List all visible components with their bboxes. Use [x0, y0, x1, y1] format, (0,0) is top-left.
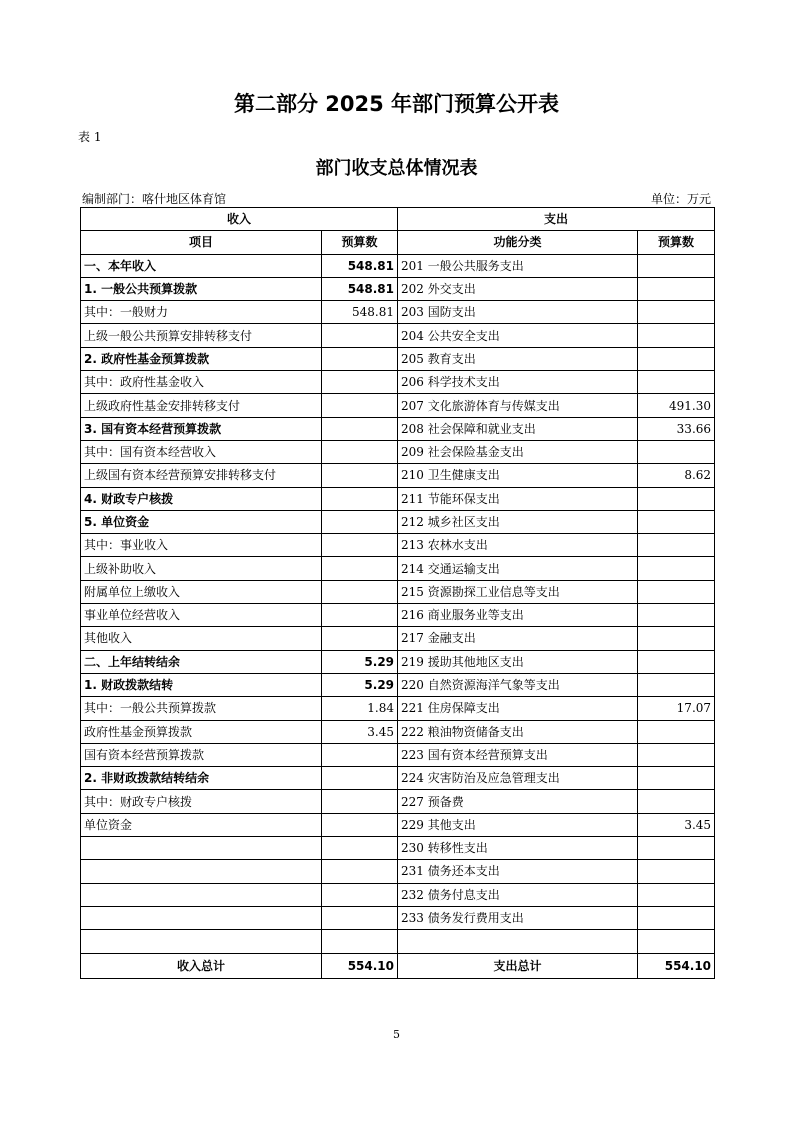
income-value-cell: 548.81 — [322, 254, 398, 277]
income-item-cell: 上级国有资本经营预算安排转移支付 — [81, 464, 322, 487]
income-value-cell — [322, 790, 398, 813]
table-row — [81, 277, 715, 300]
table-row — [81, 510, 715, 533]
expense-value-cell — [638, 371, 715, 394]
expense-item-cell: 227 预备费 — [398, 790, 638, 813]
table-row — [81, 673, 715, 696]
table-row — [81, 604, 715, 627]
income-value-cell — [322, 627, 398, 650]
expense-value-cell — [638, 604, 715, 627]
expense-value-cell — [638, 557, 715, 580]
expense-value-cell — [638, 510, 715, 533]
income-item-cell: 上级一般公共预算安排转移支付 — [81, 324, 322, 347]
expense-item-cell: 231 债务还本支出 — [398, 860, 638, 883]
expense-value-cell — [638, 534, 715, 557]
unit-label: 单位：万元 — [650, 192, 711, 206]
expense-value-cell: 17.07 — [638, 697, 715, 720]
budget-table — [80, 207, 715, 979]
table-row — [81, 813, 715, 836]
table-row — [81, 627, 715, 650]
expense-value-cell — [638, 487, 715, 510]
compiling-department: 编制部门：喀什地区体育馆 — [82, 192, 227, 206]
expense-item-cell: 215 资源勘探工业信息等支出 — [398, 580, 638, 603]
income-value-cell — [322, 743, 398, 766]
income-value-cell — [322, 440, 398, 463]
income-value-cell — [322, 394, 398, 417]
item-column-header: 项目 — [81, 231, 322, 254]
table-row — [81, 790, 715, 813]
expense-value-cell — [638, 254, 715, 277]
expense-item-cell: 210 卫生健康支出 — [398, 464, 638, 487]
expense-value-cell: 33.66 — [638, 417, 715, 440]
income-section-header: 收入 — [81, 208, 398, 231]
expense-item-cell: 221 住房保障支出 — [398, 697, 638, 720]
income-item-cell: 单位资金 — [81, 813, 322, 836]
expense-value-cell — [638, 301, 715, 324]
expense-value-cell — [638, 860, 715, 883]
income-value-cell — [322, 930, 398, 953]
income-item-cell: 其中：政府性基金收入 — [81, 371, 322, 394]
expense-value-cell: 8.62 — [638, 464, 715, 487]
expense-item-cell: 219 援助其他地区支出 — [398, 650, 638, 673]
expense-value-cell — [638, 277, 715, 300]
income-value-cell: 3.45 — [322, 720, 398, 743]
header-row-columns — [81, 231, 715, 254]
expense-value-cell — [638, 790, 715, 813]
expense-item-cell: 208 社会保障和就业支出 — [398, 417, 638, 440]
expense-total-value: 554.10 — [638, 953, 715, 978]
expense-item-cell — [398, 930, 638, 953]
income-item-cell: 5. 单位资金 — [81, 510, 322, 533]
expense-item-cell: 233 债务发行费用支出 — [398, 906, 638, 929]
income-value-cell — [322, 837, 398, 860]
income-item-cell — [81, 860, 322, 883]
table-number: 表 1 — [78, 130, 102, 144]
income-value-cell — [322, 557, 398, 580]
income-item-cell: 1. 一般公共预算拨款 — [81, 277, 322, 300]
expense-value-cell — [638, 837, 715, 860]
expense-item-cell: 217 金融支出 — [398, 627, 638, 650]
expense-value-cell — [638, 324, 715, 347]
income-value-cell — [322, 464, 398, 487]
table-row — [81, 743, 715, 766]
table-row — [81, 860, 715, 883]
table-row — [81, 650, 715, 673]
expense-item-cell: 223 国有资本经营预算支出 — [398, 743, 638, 766]
table-row — [81, 394, 715, 417]
expense-value-cell — [638, 347, 715, 370]
table-row — [81, 580, 715, 603]
expense-budget-column-header: 预算数 — [638, 231, 715, 254]
income-value-cell — [322, 487, 398, 510]
page-number: 5 — [393, 1028, 400, 1041]
income-item-cell: 其中：一般公共预算拨款 — [81, 697, 322, 720]
income-value-cell: 548.81 — [322, 277, 398, 300]
income-value-cell — [322, 324, 398, 347]
table-row — [81, 697, 715, 720]
expense-item-cell: 202 外交支出 — [398, 277, 638, 300]
income-value-cell — [322, 860, 398, 883]
income-item-cell: 其中：财政专户核拨 — [81, 790, 322, 813]
income-value-cell — [322, 534, 398, 557]
income-total-label: 收入总计 — [81, 953, 322, 978]
expense-item-cell: 220 自然资源海洋气象等支出 — [398, 673, 638, 696]
income-value-cell — [322, 371, 398, 394]
income-item-cell: 其他收入 — [81, 627, 322, 650]
expense-item-cell: 207 文化旅游体育与传媒支出 — [398, 394, 638, 417]
income-value-cell — [322, 767, 398, 790]
table-row — [81, 720, 715, 743]
income-value-cell — [322, 906, 398, 929]
expense-value-cell — [638, 440, 715, 463]
table-row — [81, 837, 715, 860]
income-item-cell — [81, 837, 322, 860]
expense-value-cell — [638, 720, 715, 743]
income-value-cell: 548.81 — [322, 301, 398, 324]
income-item-cell: 3. 国有资本经营预算拨款 — [81, 417, 322, 440]
header-row-sections — [81, 208, 715, 231]
page-title: 第二部分 2025 年部门预算公开表 — [233, 92, 560, 116]
income-value-cell — [322, 347, 398, 370]
table-row — [81, 464, 715, 487]
expense-item-cell: 229 其他支出 — [398, 813, 638, 836]
expense-item-cell: 216 商业服务业等支出 — [398, 604, 638, 627]
income-item-cell: 上级政府性基金安排转移支付 — [81, 394, 322, 417]
income-value-cell: 1.84 — [322, 697, 398, 720]
income-item-cell: 2. 政府性基金预算拨款 — [81, 347, 322, 370]
expense-item-cell: 209 社会保险基金支出 — [398, 440, 638, 463]
income-item-cell — [81, 906, 322, 929]
table-row — [81, 324, 715, 347]
expense-item-cell: 230 转移性支出 — [398, 837, 638, 860]
expense-total-label: 支出总计 — [398, 953, 638, 978]
expense-value-cell: 491.30 — [638, 394, 715, 417]
income-item-cell: 上级补助收入 — [81, 557, 322, 580]
expense-item-cell: 222 粮油物资储备支出 — [398, 720, 638, 743]
expense-item-cell: 211 节能环保支出 — [398, 487, 638, 510]
income-item-cell — [81, 883, 322, 906]
income-budget-column-header: 预算数 — [322, 231, 398, 254]
income-item-cell — [81, 930, 322, 953]
table-row — [81, 347, 715, 370]
income-item-cell: 附属单位上缴收入 — [81, 580, 322, 603]
table-row — [81, 371, 715, 394]
expense-item-cell: 213 农林水支出 — [398, 534, 638, 557]
expense-value-cell — [638, 767, 715, 790]
table-body — [81, 254, 715, 953]
income-item-cell: 政府性基金预算拨款 — [81, 720, 322, 743]
income-value-cell — [322, 510, 398, 533]
income-item-cell: 二、上年结转结余 — [81, 650, 322, 673]
income-value-cell — [322, 604, 398, 627]
table-row — [81, 534, 715, 557]
expense-item-cell: 201 一般公共服务支出 — [398, 254, 638, 277]
expense-value-cell — [638, 930, 715, 953]
income-value-cell: 5.29 — [322, 673, 398, 696]
expense-item-cell: 212 城乡社区支出 — [398, 510, 638, 533]
income-value-cell — [322, 580, 398, 603]
income-value-cell: 5.29 — [322, 650, 398, 673]
income-value-cell — [322, 883, 398, 906]
table-row — [81, 254, 715, 277]
income-item-cell: 一、本年收入 — [81, 254, 322, 277]
table-row — [81, 767, 715, 790]
income-item-cell: 其中：事业收入 — [81, 534, 322, 557]
table-row — [81, 557, 715, 580]
income-item-cell: 事业单位经营收入 — [81, 604, 322, 627]
expense-item-cell: 203 国防支出 — [398, 301, 638, 324]
expense-item-cell: 214 交通运输支出 — [398, 557, 638, 580]
income-item-cell: 2. 非财政拨款结转结余 — [81, 767, 322, 790]
expense-value-cell — [638, 906, 715, 929]
table-title: 部门收支总体情况表 — [315, 158, 478, 179]
expense-value-cell — [638, 627, 715, 650]
income-item-cell: 其中：一般财力 — [81, 301, 322, 324]
expense-value-cell — [638, 743, 715, 766]
table-row — [81, 301, 715, 324]
expense-item-cell: 232 债务付息支出 — [398, 883, 638, 906]
income-total-value: 554.10 — [322, 953, 398, 978]
table-row — [81, 930, 715, 953]
table-row — [81, 440, 715, 463]
income-item-cell: 1. 财政拨款结转 — [81, 673, 322, 696]
expense-item-cell: 206 科学技术支出 — [398, 371, 638, 394]
income-value-cell — [322, 417, 398, 440]
income-value-cell — [322, 813, 398, 836]
income-item-cell: 其中：国有资本经营收入 — [81, 440, 322, 463]
income-item-cell: 4. 财政专户核拨 — [81, 487, 322, 510]
expense-value-cell: 3.45 — [638, 813, 715, 836]
expense-item-cell: 224 灾害防治及应急管理支出 — [398, 767, 638, 790]
expense-value-cell — [638, 650, 715, 673]
table-row — [81, 883, 715, 906]
expense-item-cell: 205 教育支出 — [398, 347, 638, 370]
table-row — [81, 417, 715, 440]
expense-value-cell — [638, 883, 715, 906]
expense-value-cell — [638, 673, 715, 696]
function-class-column-header: 功能分类 — [398, 231, 638, 254]
total-row — [81, 953, 715, 978]
table-row — [81, 487, 715, 510]
income-item-cell: 国有资本经营预算拨款 — [81, 743, 322, 766]
table-row — [81, 906, 715, 929]
expense-item-cell: 204 公共安全支出 — [398, 324, 638, 347]
expense-section-header: 支出 — [398, 208, 715, 231]
expense-value-cell — [638, 580, 715, 603]
